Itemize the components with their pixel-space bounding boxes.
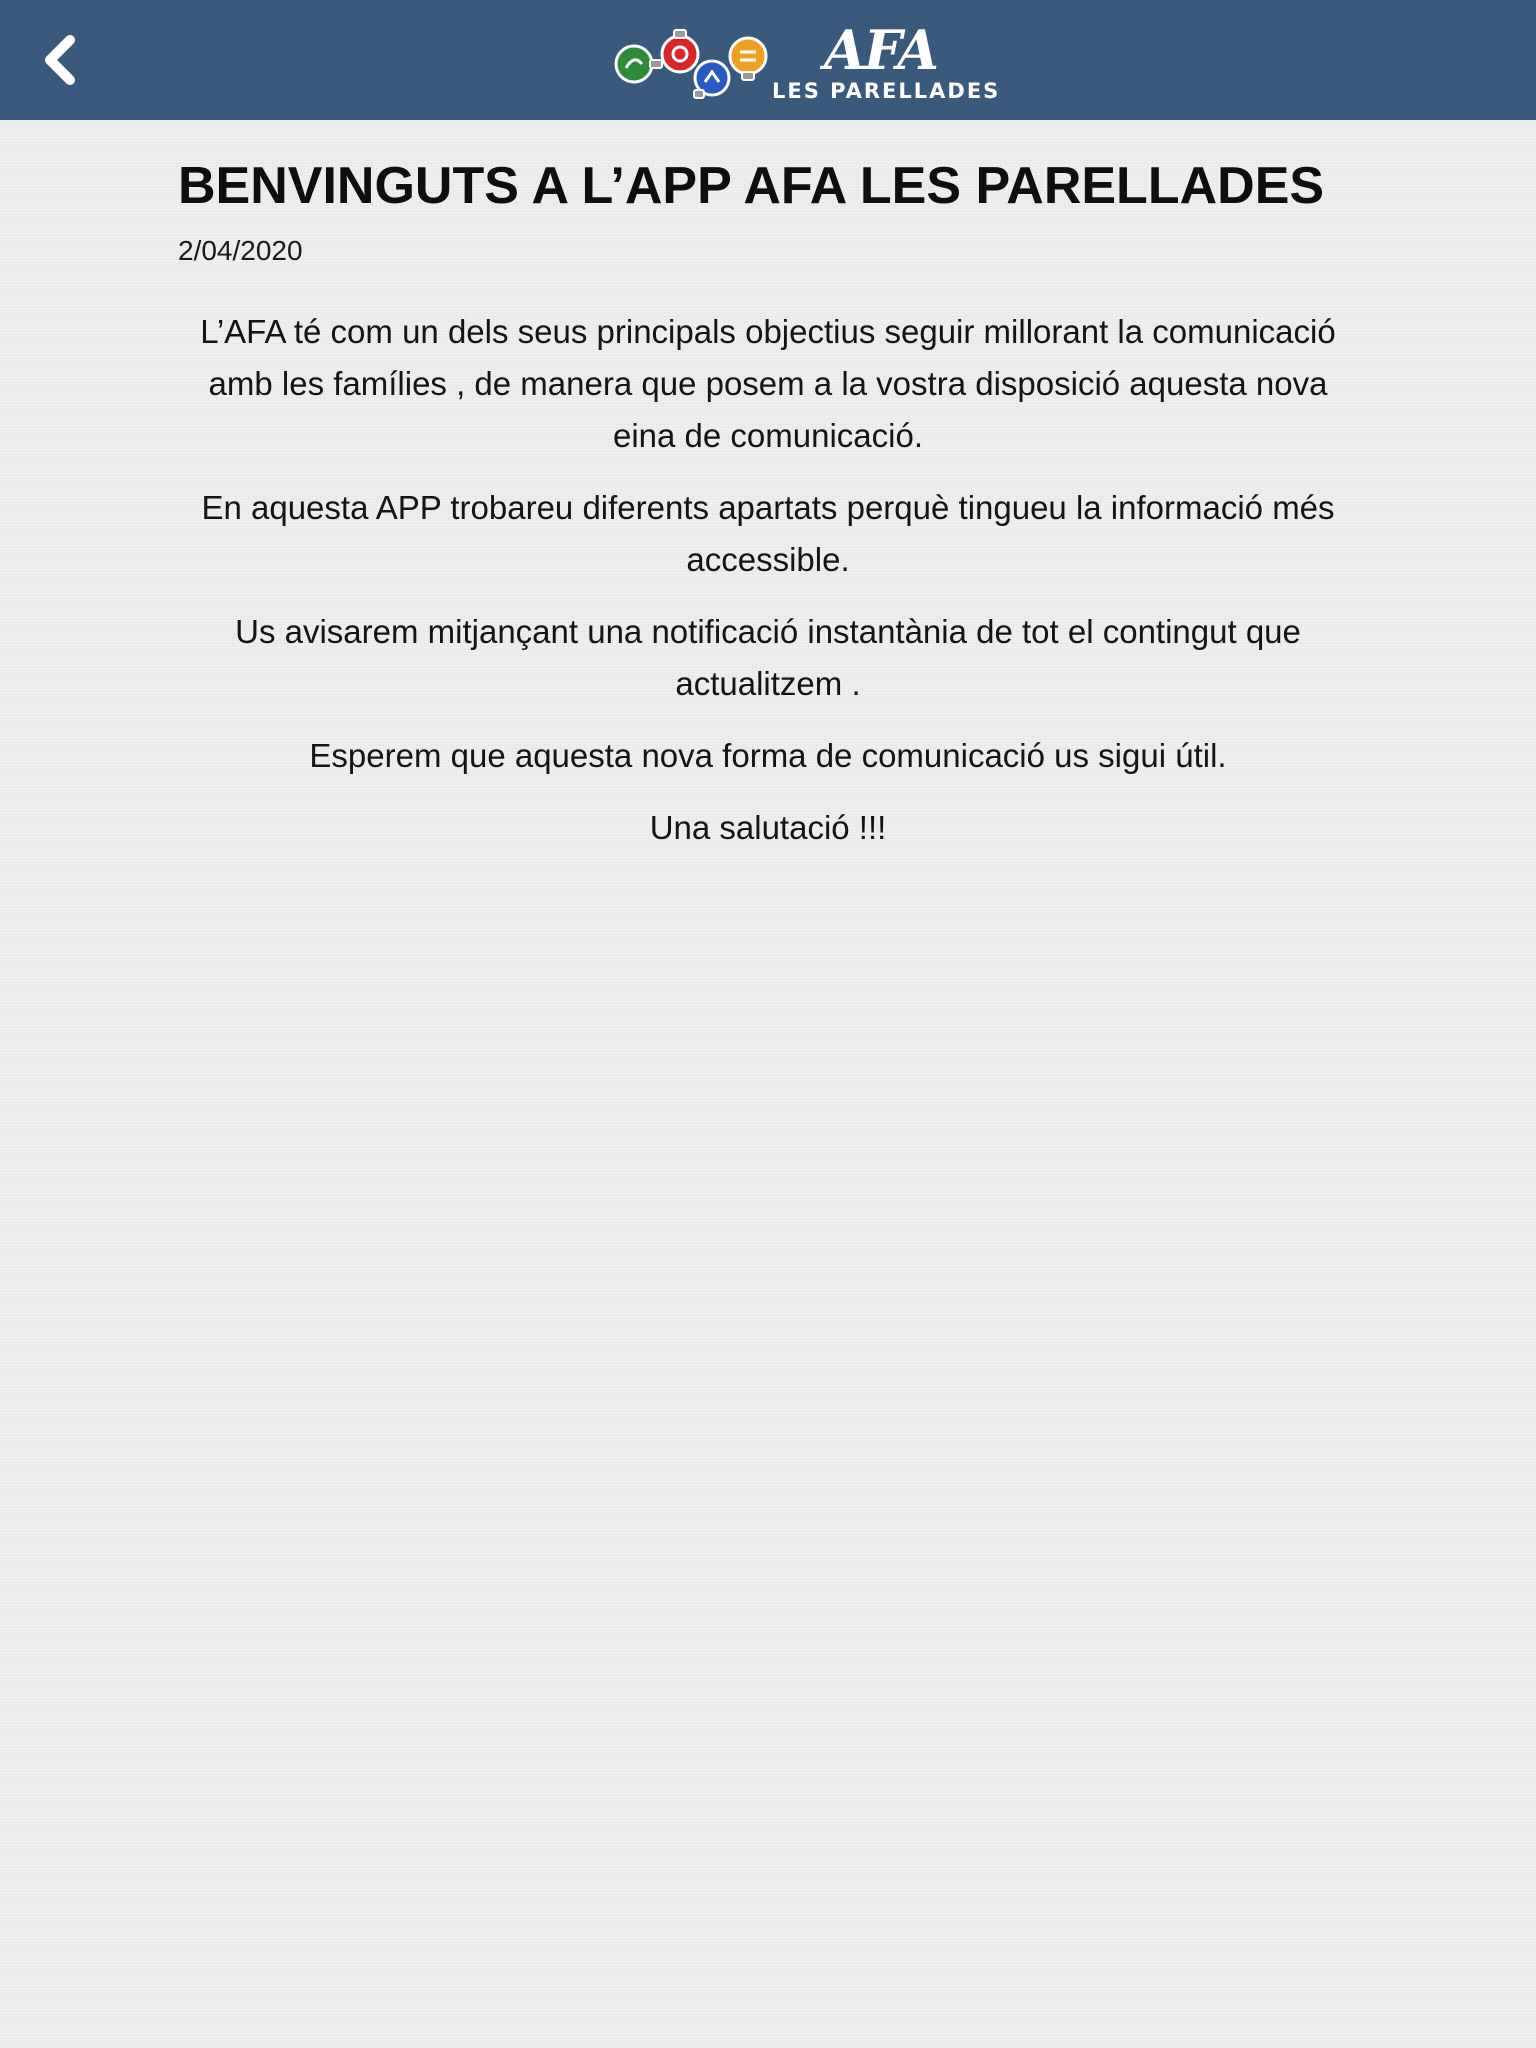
article-date: 2/04/2020: [178, 235, 303, 266]
article-body: [178, 306, 1358, 854]
article-paragraph: Us avisarem mitjançant una notificació instantània de tot el contingut que actualitzem .: [235, 613, 1301, 702]
light-bulbs-icon: [612, 26, 772, 106]
article: [178, 120, 1358, 874]
chevron-left-icon: [40, 34, 80, 86]
afa-logo: [612, 18, 1008, 106]
article-paragraph: En aquesta APP trobareu diferents apartats perquè tingueu la informació més accessible.: [201, 489, 1335, 578]
logo-subtitle: LES PARELLADES: [772, 79, 1001, 103]
app-header: [0, 0, 1536, 120]
logo-title: AFA: [824, 18, 937, 82]
article-paragraph: Esperem que aquesta nova forma de comunicació us sigui útil.: [309, 737, 1227, 774]
back-button[interactable]: [28, 24, 92, 96]
article-paragraph: L’AFA té com un dels seus principals objectius seguir millorant la comunicació amb les famílies , de manera que posem a la vostra disposició aquesta nova eina de comunicació.: [200, 313, 1336, 454]
article-paragraph: Una salutació !!!: [649, 809, 887, 846]
article-title: BENVINGUTS A L’APP AFA LES PARELLADES: [178, 157, 1325, 215]
